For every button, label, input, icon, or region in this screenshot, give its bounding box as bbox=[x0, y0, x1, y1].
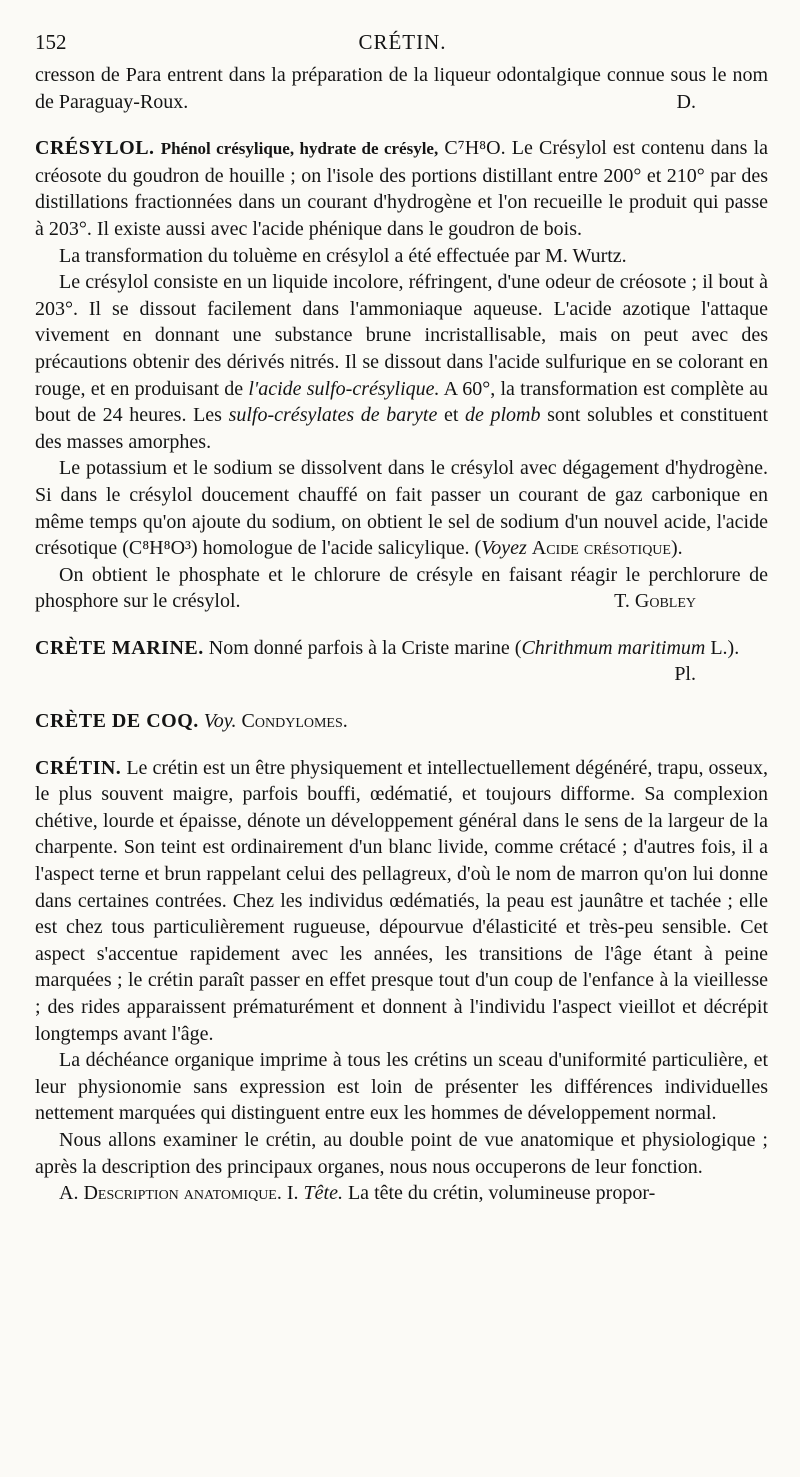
signature-gobley: T. Gobley bbox=[614, 590, 696, 613]
cresylol-p4-voyez: Voyez bbox=[481, 537, 527, 560]
continuation-paragraph bbox=[35, 62, 768, 115]
entry-crete-marine bbox=[35, 635, 768, 688]
cretin-paragraph-4 bbox=[35, 1180, 768, 1207]
page-number: 152 bbox=[35, 30, 67, 54]
cresylol-formula: C⁷H⁸O. bbox=[444, 137, 506, 160]
crete-marine-italic: Chrithmum maritimum bbox=[521, 636, 706, 659]
cresylol-p3-text-b: A 60°, la transformation est complète au bout de 24 heures. Les bbox=[35, 377, 769, 427]
cretin-paragraph-2: La déchéance organique imprime à tous les crétins un sceau d'uniformité particulière, et leur physionomie sans expression est loin de présenter les différences individuelles nettement marquées qui distinguent entre eux les hommes de développement normal. bbox=[35, 1049, 768, 1125]
headword-cresylol: CRÉSYLOL. bbox=[35, 137, 155, 160]
continuation-text: cresson de Para entrent dans la préparation de la liqueur odontalgique connue sous le nom de Paraguay-Roux. bbox=[35, 64, 768, 113]
headword-crete-de-coq: CRÈTE DE COQ. bbox=[35, 710, 199, 733]
headword-crete-marine: CRÈTE MARINE. bbox=[35, 636, 204, 659]
cretin-p4-text: La tête du crétin, volumineuse propor- bbox=[347, 1182, 656, 1205]
cresylol-p5-text: On obtient le phosphate et le chlorure de crésyle en faisant réagir le perchlorure de phosphore sur le crésylol. bbox=[35, 563, 768, 613]
cresylol-paragraph-5 bbox=[35, 562, 768, 615]
cresylol-paragraph-1: Le Crésylol est contenu dans la créosote du goudron de houille ; on l'isole des portions distillant entre 200° et 210° par des distillations fractionnées dans un courant d'hydrogène et l'on recueille le produit qui passe à 203°. Il existe aussi avec l'acide phénique dans le goudron de bois. bbox=[35, 137, 769, 240]
cretin-paragraph-1: Le crétin est un être physiquement et intellectuellement dégénéré, trapu, osseux, le plus souvent maigre, parfois bouffi, œdématié, et toujours difforme. Sa complexion chétive, lourde et épaisse, dénote un développement général dans le sens de la largeur de la charpente. Son teint est ordinairement d'un blanc livide, comme crétacé ; d'autres fois, il a l'aspect terne et brun rappelant celui des pellagreux, d'où le nom de marron qu'on lui donne dans certaines contrées. Chez les individus œdématiés, la peau est jaunâtre et tachée ; elle est chez tous particulièrement rugueuse, dépourvue d'élasticité et très-peu sensible. Cet aspect s'accentue rapidement avec les années, les transitions de l'âge étant à peine marquées ; le crétin paraît passer en effet presque tout d'un coup de l'enfance à la vieillesse ; des rides apparaissent prématurément et donnent à l'individu l'aspect vieillot et décrépit longtemps avant l'âge. bbox=[35, 756, 768, 1045]
cresylol-p4-cross-reference: Acide crésotique bbox=[531, 537, 671, 560]
cresylol-p3-text-c: et bbox=[443, 404, 459, 427]
body-text bbox=[35, 62, 768, 1207]
signature-d: D. bbox=[676, 90, 696, 113]
cresylol-paragraph-2: La transformation du toluème en crésylol a été effectuée par M. Wurtz. bbox=[59, 244, 627, 267]
entry-crete-de-coq bbox=[35, 708, 768, 735]
headword-cretin: CRÉTIN. bbox=[35, 756, 122, 779]
cresylol-p3-italic-1: l'acide sulfo-crésylique. bbox=[248, 377, 440, 400]
cresylol-paragraph-3 bbox=[35, 269, 768, 455]
cresylol-p3-text-d: sont solubles et constituent des masses amorphes. bbox=[35, 404, 769, 453]
cresylol-p3-italic-3: de plomb bbox=[465, 404, 541, 427]
cresylol-p3-text-a: Le crésylol consiste en un liquide incolore, réfringent, d'une odeur de créosote ; il bout à 203°. Il se dissout facilement dans l'ammoniaque aqueuse. L'acide azotique l'attaque vivement en donnant une substance brune incristallisable, mais on peut avec des précautions obtenir des dérivés nitrés. Il se dissout dans l'acide sulfurique en se colorant en rouge, et en produisant de bbox=[35, 271, 768, 400]
cresylol-p4-end: ). bbox=[670, 537, 683, 560]
running-title: CRÉTIN. bbox=[358, 30, 447, 54]
crete-de-coq-voy: Voy. bbox=[203, 710, 237, 733]
cretin-subsection-number: I. bbox=[286, 1182, 299, 1205]
entry-cresylol bbox=[35, 135, 768, 242]
page-header bbox=[35, 28, 770, 62]
crete-marine-text-end: L.). bbox=[710, 636, 740, 659]
cresylol-p4-text: Le potassium et le sodium se dissolvent dans le crésylol avec dégagement d'hydrogène. Si dans le crésylol doucement chauffé on fait passer un courant de gaz carbonique en même temps qu'on ajoute du sodium, on obtient le sel de sodium d'un nouvel acide, l'acide crésotique (C⁸H⁸O³) homologue de l'acide salicylique. ( bbox=[35, 457, 768, 560]
cretin-section-label: A. Description anatomique. bbox=[59, 1182, 282, 1205]
crete-marine-text: Nom donné parfois à la Criste marine ( bbox=[208, 636, 522, 659]
signature-pl: Pl. bbox=[674, 663, 696, 686]
crete-de-coq-cross-reference: Condylomes. bbox=[241, 710, 348, 733]
cretin-subsection-title: Tête. bbox=[303, 1182, 343, 1205]
cresylol-paragraph-4 bbox=[35, 455, 768, 561]
entry-cretin bbox=[35, 755, 768, 1048]
cresylol-p3-italic-2: sulfo-crésylates de baryte bbox=[228, 404, 438, 427]
cresylol-synonyms: Phénol crésylique, hydrate de crésyle, bbox=[160, 139, 439, 159]
cretin-paragraph-3: Nous allons examiner le crétin, au double point de vue anatomique et physiologique ; après la description des principaux organes, nous nous occuperons de leur fonction. bbox=[35, 1128, 768, 1178]
